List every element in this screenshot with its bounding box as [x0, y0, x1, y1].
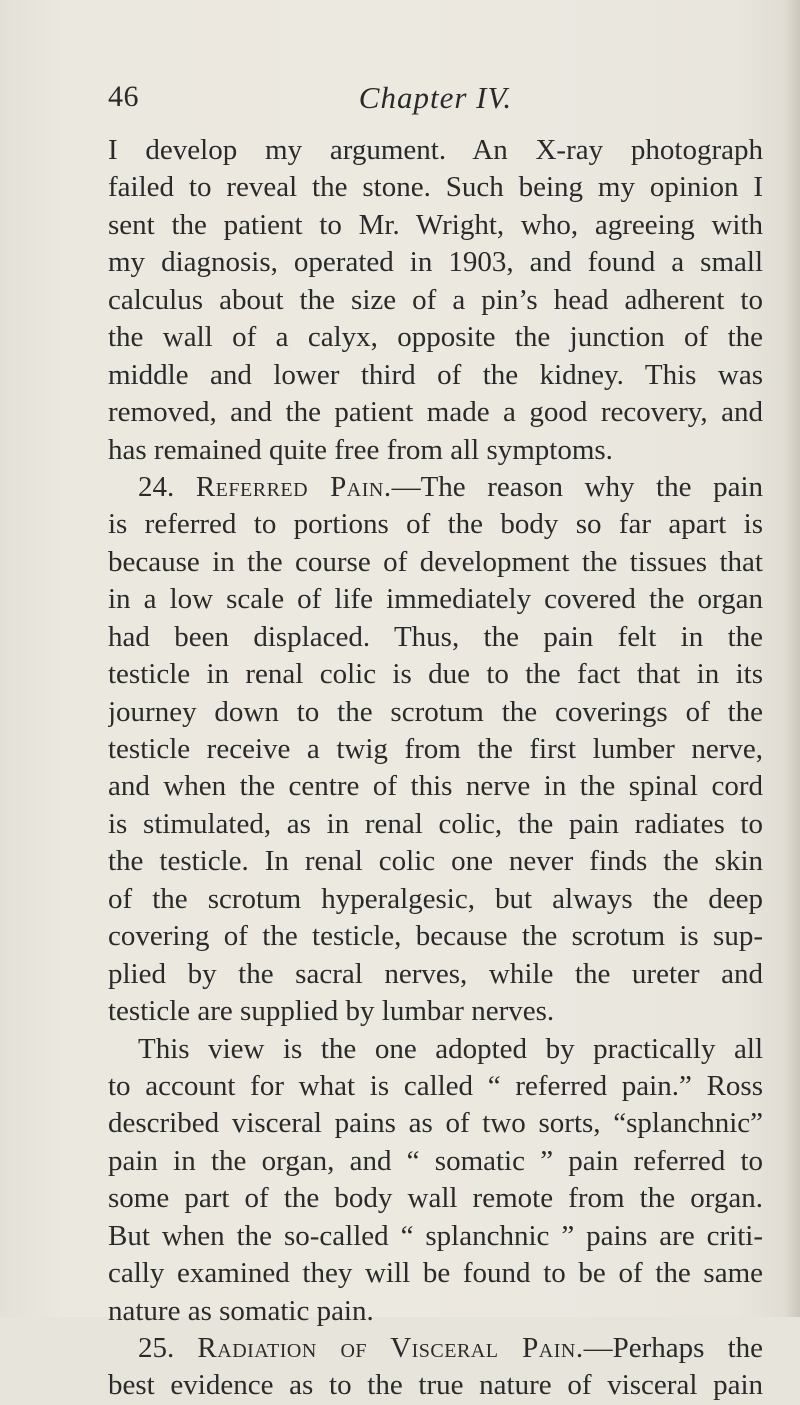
section-number: 25. [138, 1332, 198, 1364]
text-line: is stimulated, as in renal colic, the pain radiates to [108, 807, 763, 840]
text-line: I develop my argument. An X-ray photograph [108, 134, 763, 166]
text-line: nature as somatic pain. [108, 1294, 374, 1327]
section-heading-line [108, 469, 763, 506]
text-line: testicle receive a twig from the first lumber nerve, [108, 733, 763, 765]
text-line: had been displaced. Thus, the pain felt in the [108, 620, 763, 653]
section-text: —The reason why the pain [391, 470, 763, 503]
text-line: failed to reveal the stone. Such being my opinion I [108, 171, 763, 204]
text-line: middle and lower third of the kidney. This was [108, 358, 763, 391]
text-line: removed, and the patient made a good recovery, and [108, 396, 763, 429]
page-number: 46 [108, 80, 139, 113]
text-line: of the scrotum hyperalgesic, but always the deep [108, 882, 763, 915]
text-line: covering of the testicle, because the scrotum is sup- [108, 920, 763, 953]
text-line: calculus about the size of a pin’s head adherent to [108, 283, 763, 316]
text-line: is referred to portions of the body so far apart is [108, 508, 763, 541]
page-edge-shadow [784, 0, 800, 1317]
text-line: some part of the body wall remote from the organ. [108, 1182, 763, 1215]
text-line: the testicle. In renal colic one never finds the skin [108, 845, 763, 878]
text-line: sent the patient to Mr. Wright, who, agreeing with [108, 208, 763, 241]
section-number: 24. [138, 470, 196, 503]
text-line: best evidence as to the true nature of visceral pain [108, 1369, 763, 1402]
running-head [108, 80, 763, 120]
section-text: —Perhaps the [583, 1332, 763, 1364]
text-line: has remained quite free from all symptoms. [108, 433, 613, 466]
text-line: to account for what is called “ referred pain.” Ross [108, 1069, 763, 1102]
text-line: plied by the sacral nerves, while the ureter and [108, 957, 763, 990]
text-line: testicle in renal colic is due to the fact that in its [108, 658, 763, 691]
text-line: described visceral pains as of two sorts, “splanchnic” [108, 1107, 763, 1140]
text-line: journey down to the scrotum the coverings of the [108, 695, 763, 728]
text-line: But when the so-called “ splanchnic ” pains are criti- [108, 1219, 763, 1252]
text-line: in a low scale of life immediately covered the organ [108, 583, 763, 616]
text-line: my diagnosis, operated in 1903, and found a small [108, 246, 763, 279]
text-line: This view is the one adopted by practically all [138, 1032, 763, 1065]
section-heading-line [108, 1330, 763, 1367]
body-text [108, 132, 763, 1405]
chapter-title: Chapter IV. [358, 80, 513, 115]
text-line: cally examined they will be found to be of the same [108, 1257, 763, 1290]
text-line: because in the course of development the tissues that [108, 545, 763, 578]
text-line: pain in the organ, and “ somatic ” pain referred to [108, 1144, 763, 1177]
text-line: testicle are supplied by lumbar nerves. [108, 995, 555, 1028]
section-heading: Radiation of Visceral Pain. [197, 1332, 584, 1364]
text-line: and when the centre of this nerve in the spinal cord [108, 770, 763, 803]
text-line: the wall of a calyx, opposite the junction of the [108, 321, 763, 354]
section-heading: Referred Pain. [195, 470, 392, 503]
